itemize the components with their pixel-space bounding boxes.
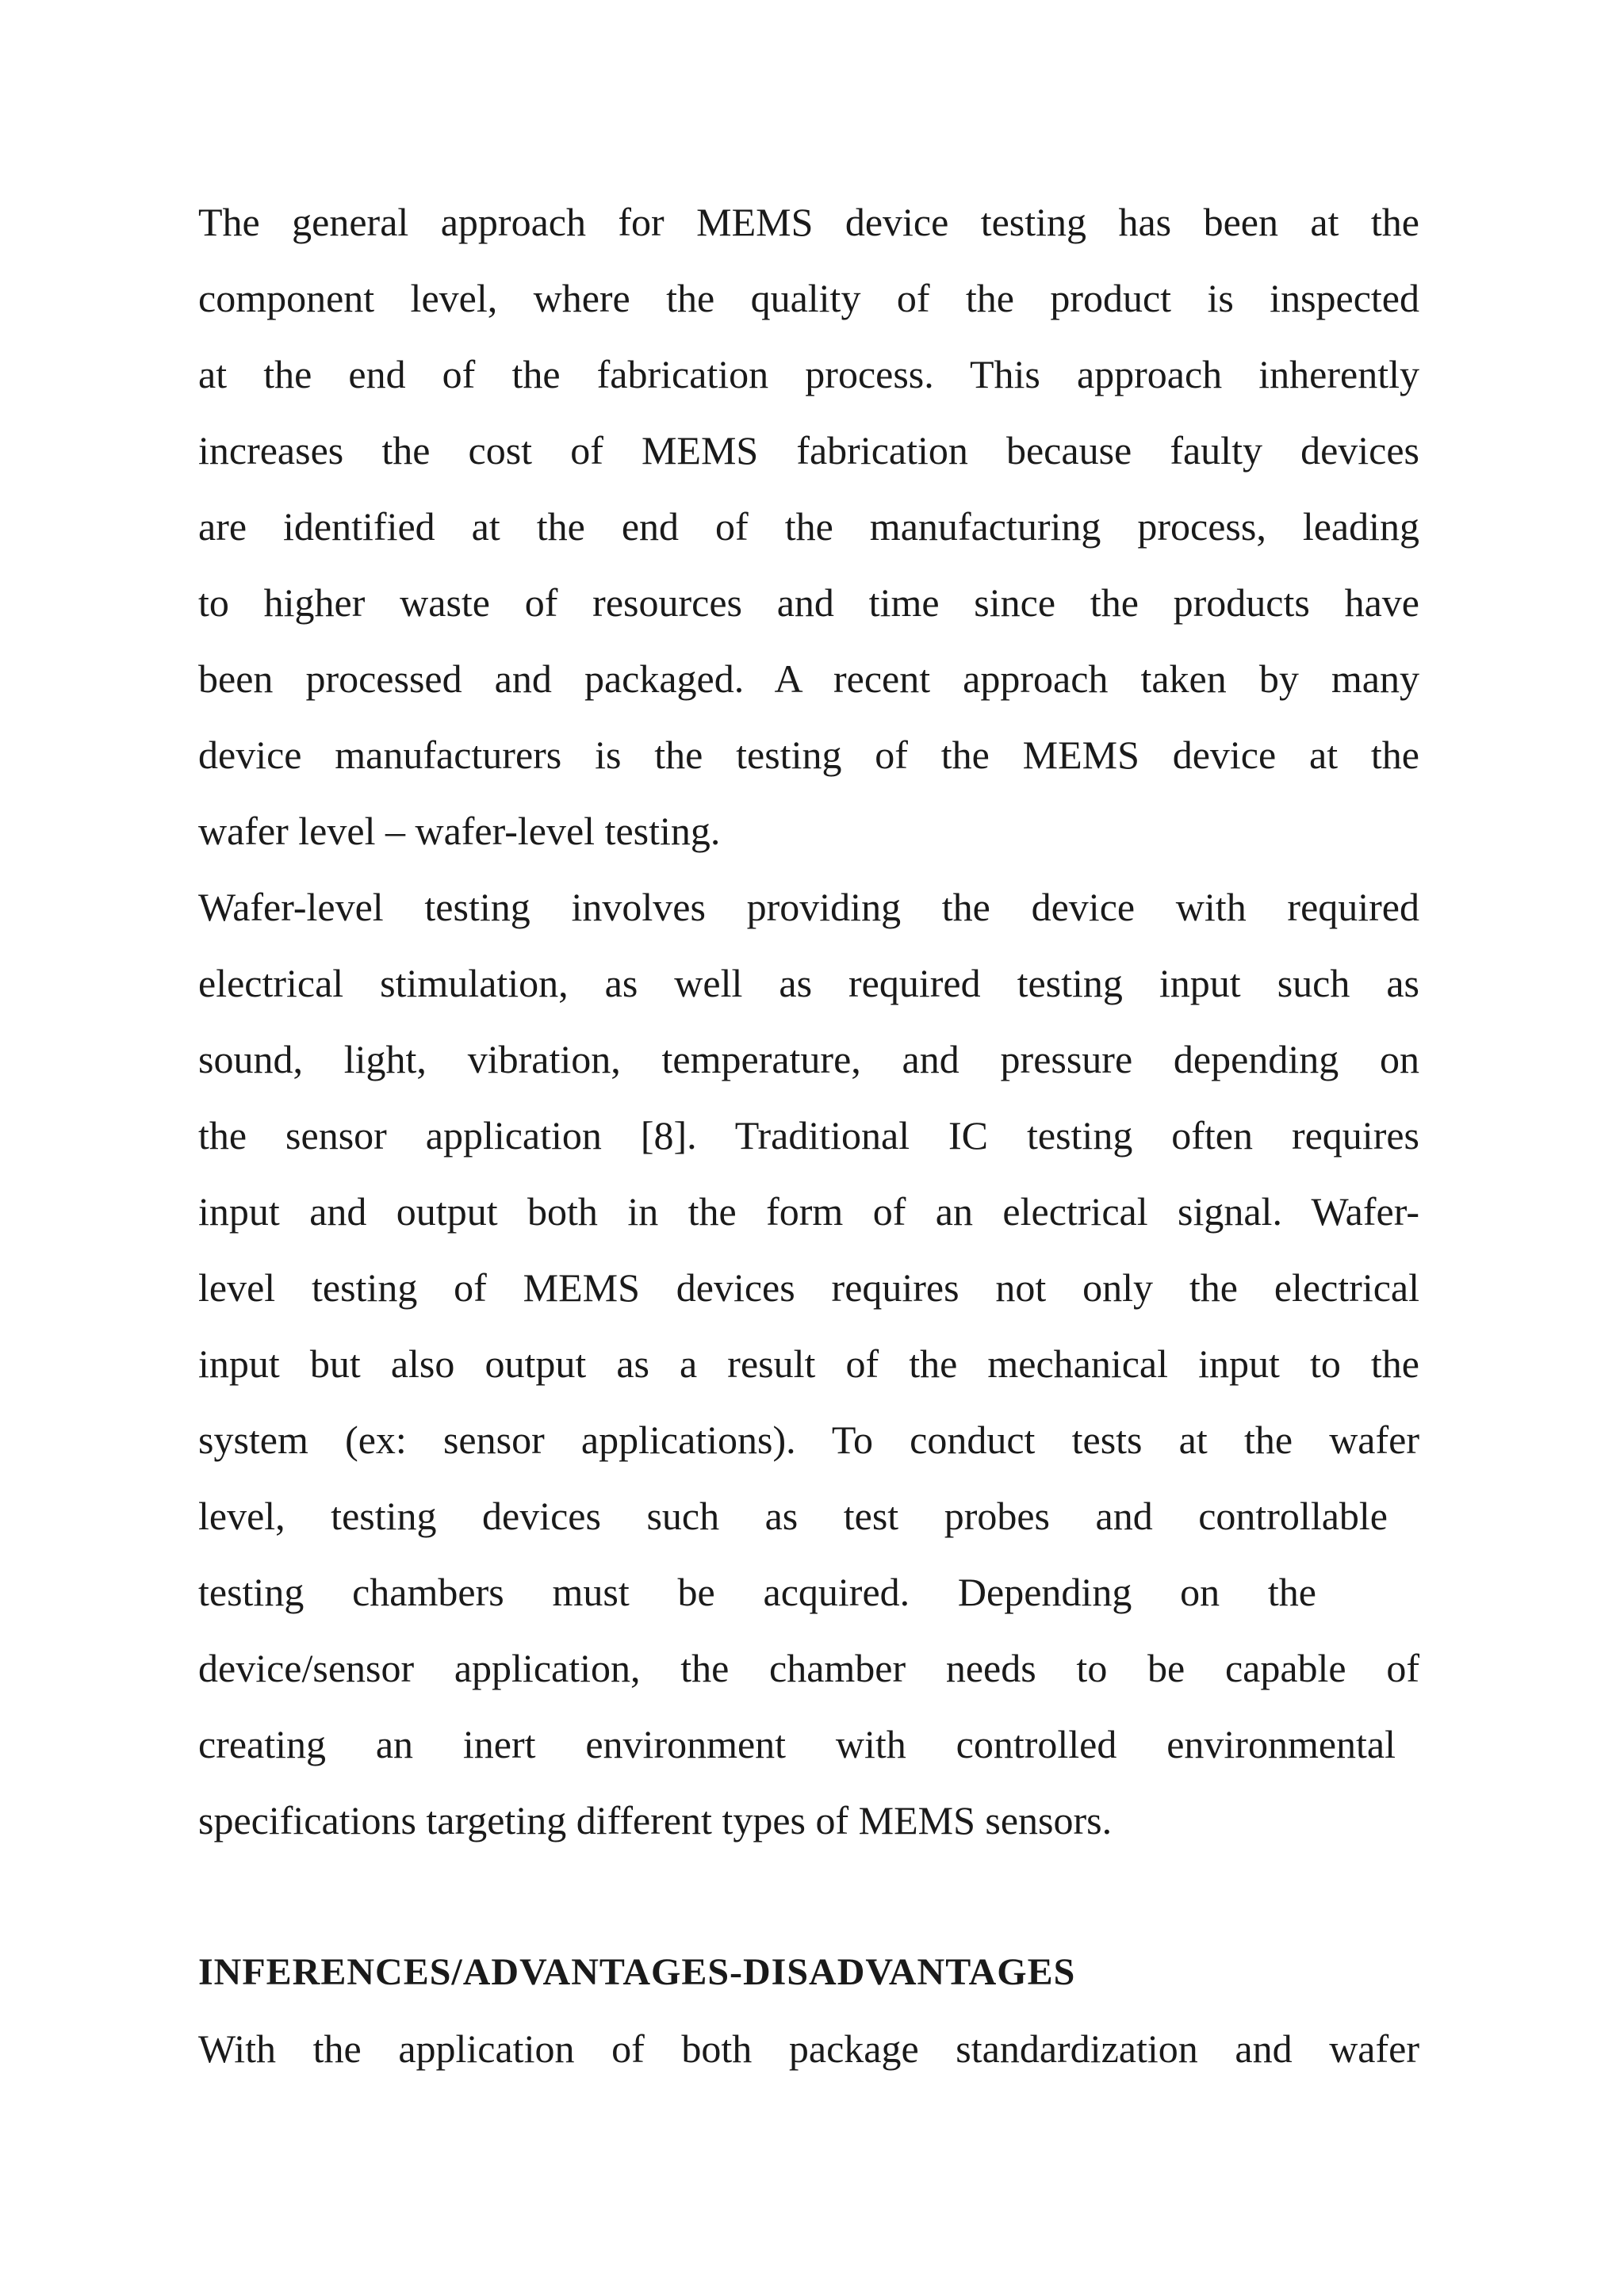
paragraph-2-line: level, testing devices such as test probes and controllable	[198, 1494, 1388, 1538]
paragraph-1-line: wafer level – wafer-level testing.	[198, 809, 721, 853]
section-body-line: With the application of both package standardization and wafer	[198, 2026, 1419, 2071]
paragraph-1-line: at the end of the fabrication process. This approach inherently	[198, 352, 1419, 396]
paragraph-1-line: are identified at the end of the manufacturing process, leading	[198, 504, 1419, 549]
section-heading: INFERENCES/ADVANTAGES-DISADVANTAGES	[198, 1951, 1076, 1993]
paragraph-1-line: device manufacturers is the testing of the MEMS device at the	[198, 733, 1419, 777]
paragraph-2-line: system (ex: sensor applications). To conduct tests at the wafer	[198, 1418, 1419, 1462]
paragraph-2-line: level testing of MEMS devices requires not only the electrical	[198, 1265, 1419, 1310]
paragraph-1-line: increases the cost of MEMS fabrication because faulty devices	[198, 428, 1419, 473]
paragraph-2-line: sound, light, vibration, temperature, and pressure depending on	[198, 1037, 1419, 1081]
paragraph-2-line: electrical stimulation, as well as required testing input such as	[198, 961, 1419, 1005]
paragraph-2-line: input and output both in the form of an electrical signal. Wafer-	[198, 1189, 1419, 1234]
paragraph-2-line: testing chambers must be acquired. Depending on the	[198, 1570, 1316, 1614]
paragraph-2-line: Wafer-level testing involves providing the device with required	[198, 885, 1419, 929]
paragraph-2-line: input but also output as a result of the mechanical input to the	[198, 1341, 1419, 1386]
paragraph-1-line: component level, where the quality of the product is inspected	[198, 276, 1419, 320]
paragraph-2-line: creating an inert environment with controlled environmental	[198, 1722, 1396, 1766]
paragraph-1-line: been processed and packaged. A recent approach taken by many	[198, 656, 1419, 701]
paragraph-2-line: device/sensor application, the chamber needs to be capable of	[198, 1646, 1419, 1690]
paragraph-1-line: to higher waste of resources and time since the products have	[198, 580, 1419, 625]
paragraph-2-line: the sensor application [8]. Traditional IC testing often requires	[198, 1113, 1419, 1158]
paragraph-2-line: specifications targeting different types of MEMS sensors.	[198, 1798, 1113, 1843]
paragraph-1-line: The general approach for MEMS device testing has been at the	[198, 200, 1419, 244]
